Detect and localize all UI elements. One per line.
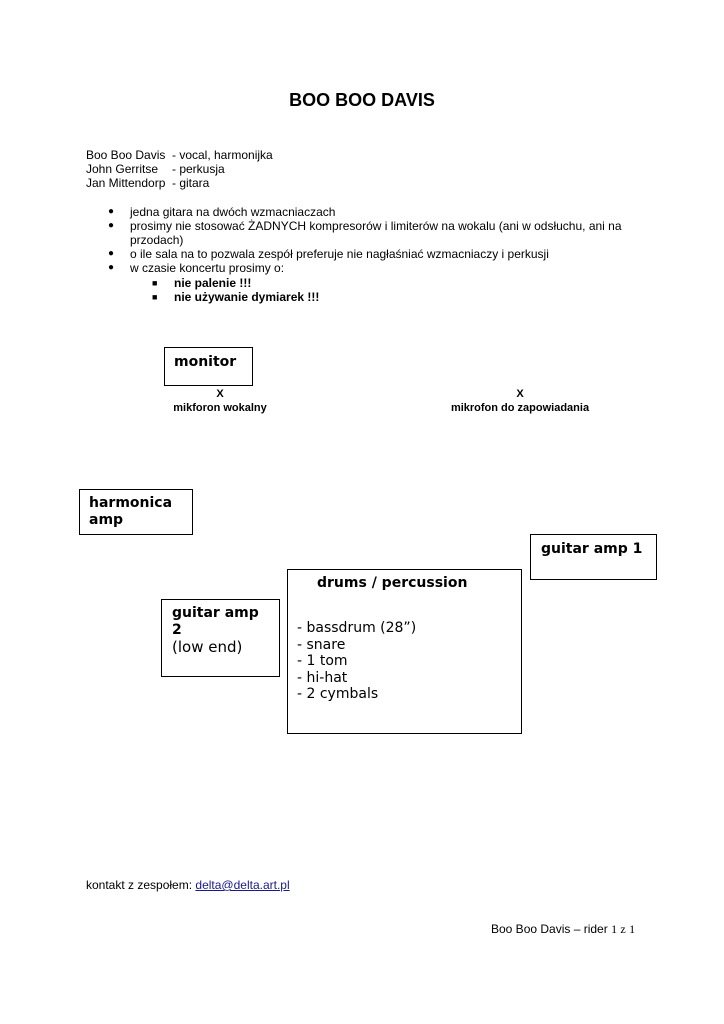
square-bullet-icon: ■ bbox=[152, 278, 158, 288]
list-item bbox=[108, 205, 648, 219]
contact-email-link[interactable]: delta@delta.art.pl bbox=[195, 878, 290, 892]
list-item bbox=[152, 276, 319, 290]
footer-text: Boo Boo Davis – rider bbox=[491, 922, 608, 936]
drum-item: - snare bbox=[297, 636, 346, 653]
list-item-text: o ile sala na to pozwala zespół preferuje nie nagłaśniać wzmacniaczy i perkusji bbox=[130, 247, 549, 261]
member-role: - vocal, harmonijka bbox=[172, 148, 273, 162]
page-number: 1 bbox=[611, 922, 618, 936]
harmonica-amp-label: amp bbox=[89, 512, 124, 528]
list-item-text: nie palenie !!! bbox=[174, 276, 252, 290]
monitor-label: monitor bbox=[174, 354, 237, 370]
harmonica-amp-box bbox=[79, 489, 193, 535]
band-members bbox=[86, 148, 273, 190]
bullet-icon: ● bbox=[108, 206, 115, 217]
member-name: John Gerritse bbox=[86, 162, 159, 176]
bullet-icon: ● bbox=[108, 248, 115, 259]
contact-line bbox=[86, 878, 290, 892]
list-item bbox=[108, 261, 648, 275]
list-item-text: prosimy nie stosować ŻADNYCH kompresorów i limiterów na wokalu (ani w odsłuchu, ani na przodach) bbox=[130, 219, 622, 247]
page-footer bbox=[491, 922, 635, 937]
member-row bbox=[86, 148, 273, 162]
drum-item: - bassdrum (28”) bbox=[297, 620, 417, 636]
guitar-amp-1-label: guitar amp 1 bbox=[541, 541, 643, 557]
member-name: Boo Boo Davis bbox=[86, 148, 166, 162]
page-total: 1 bbox=[629, 922, 636, 936]
bullet-icon: ● bbox=[108, 262, 115, 273]
drums-label: drums / percussion bbox=[317, 575, 468, 591]
list-item bbox=[108, 219, 648, 247]
guitar-amp-2-label: guitar amp 2 bbox=[172, 605, 259, 638]
announce-mic-marker bbox=[420, 387, 620, 415]
vocal-mic-marker bbox=[160, 387, 280, 415]
member-row bbox=[86, 176, 273, 190]
guitar-amp-2-note: (low end) bbox=[172, 638, 243, 656]
list-item bbox=[108, 247, 648, 261]
list-item-text: w czasie koncertu prosimy o: bbox=[130, 261, 285, 275]
drum-item: - 2 cymbals bbox=[297, 686, 379, 702]
drum-item: - 1 tom bbox=[297, 653, 348, 669]
drums-box bbox=[287, 569, 522, 734]
mic-label: mikforon wokalny bbox=[173, 402, 267, 414]
guitar-amp-1-box bbox=[530, 534, 657, 580]
drum-item: - hi-hat bbox=[297, 669, 348, 686]
list-item-text: nie używanie dymiarek !!! bbox=[174, 290, 320, 304]
list-item-text: jedna gitara na dwóch wzmacniaczach bbox=[130, 205, 336, 219]
guitar-amp-2-box bbox=[161, 599, 280, 677]
mic-label: mikrofon do zapowiadania bbox=[450, 402, 590, 414]
member-row bbox=[86, 162, 273, 176]
drum-kit-list bbox=[297, 620, 512, 703]
member-name: Jan Mittendorp bbox=[86, 176, 166, 190]
page-title: BOO BOO DAVIS bbox=[289, 90, 435, 110]
page-separator: z bbox=[620, 922, 626, 936]
contact-label: kontakt z zespołem: bbox=[86, 878, 193, 892]
member-role: - perkusja bbox=[172, 162, 225, 176]
bullet-icon: ● bbox=[108, 220, 115, 231]
member-role: - gitara bbox=[172, 176, 210, 190]
monitor-box bbox=[164, 347, 253, 386]
mic-mark: X bbox=[216, 388, 224, 400]
mic-mark: X bbox=[516, 388, 524, 400]
list-item bbox=[152, 290, 319, 304]
square-bullet-icon: ■ bbox=[152, 292, 158, 302]
harmonica-amp-label: harmonica bbox=[89, 495, 173, 511]
concert-requests-list bbox=[152, 276, 319, 304]
requirements-list bbox=[108, 205, 648, 275]
